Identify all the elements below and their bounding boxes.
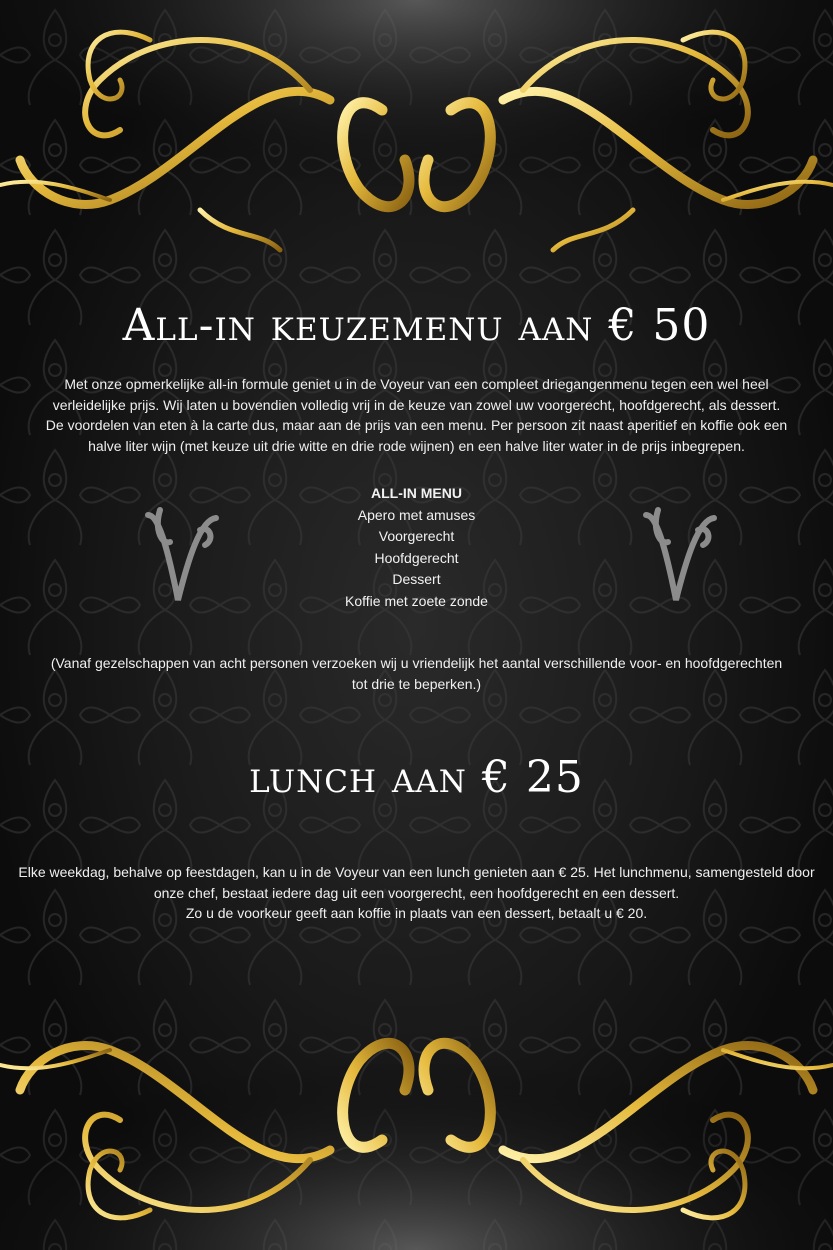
menu-item: Hoofdgerecht [374, 549, 459, 566]
gold-flourish-icon [0, 950, 833, 1250]
description-line: De voordelen van eten à la carte dus, maar aan de prijs van een menu. Per persoon zit naast aperitief en koffie ook een [45, 417, 788, 433]
lunch-line: Zo u de voorkeur geeft aan koffie in plaats van een dessert, betaalt u € 20. [185, 905, 648, 921]
lunch-title: lunch aan € 25 [249, 752, 584, 803]
lunch-line: Elke weekdag, behalve op feestdagen, kan u in de Voyeur van een lunch genieten aan € 25. Het lunchmenu, samengesteld door [18, 864, 815, 880]
description-line: halve liter wijn (met keuze uit drie witte en drie rode wijnen) en een halve liter water in de prijs inbegrepen. [88, 437, 745, 454]
note-line: tot drie te beperken.) [351, 675, 482, 692]
lunch-line: onze chef, bestaat iedere dag uit een voorgerecht, een hoofdgerecht en een dessert. [153, 884, 680, 901]
allin-description [0, 374, 833, 456]
menu-heading: ALL-IN MENU [371, 485, 462, 501]
description-line: verleidelijke prijs. Wij laten u bovendien volledig vrij in de keuze van zowel uw voorgerecht, hoofdgerecht, als dessert. [52, 396, 781, 413]
note-line: (Vanaf gezelschappen van acht personen verzoeken wij u vriendelijk het aantal verschillende voor- en hoofdgerechten [50, 655, 783, 671]
allin-menu-list [0, 483, 833, 612]
menu-item: Koffie met zoete zonde [345, 592, 488, 609]
description-line: Met onze opmerkelijke all-in formule geniet u in de Voyeur van een compleet driegangenmenu tegen een wel heel [64, 376, 769, 392]
group-note [0, 653, 833, 694]
page-title: All-in keuzemenu aan € 50 [122, 300, 711, 351]
menu-item: Apero met amuses [357, 506, 476, 523]
lunch-description [0, 862, 833, 924]
gold-flourish-icon [0, 0, 833, 300]
menu-item: Voorgerecht [378, 528, 455, 544]
menu-item: Dessert [392, 571, 441, 587]
